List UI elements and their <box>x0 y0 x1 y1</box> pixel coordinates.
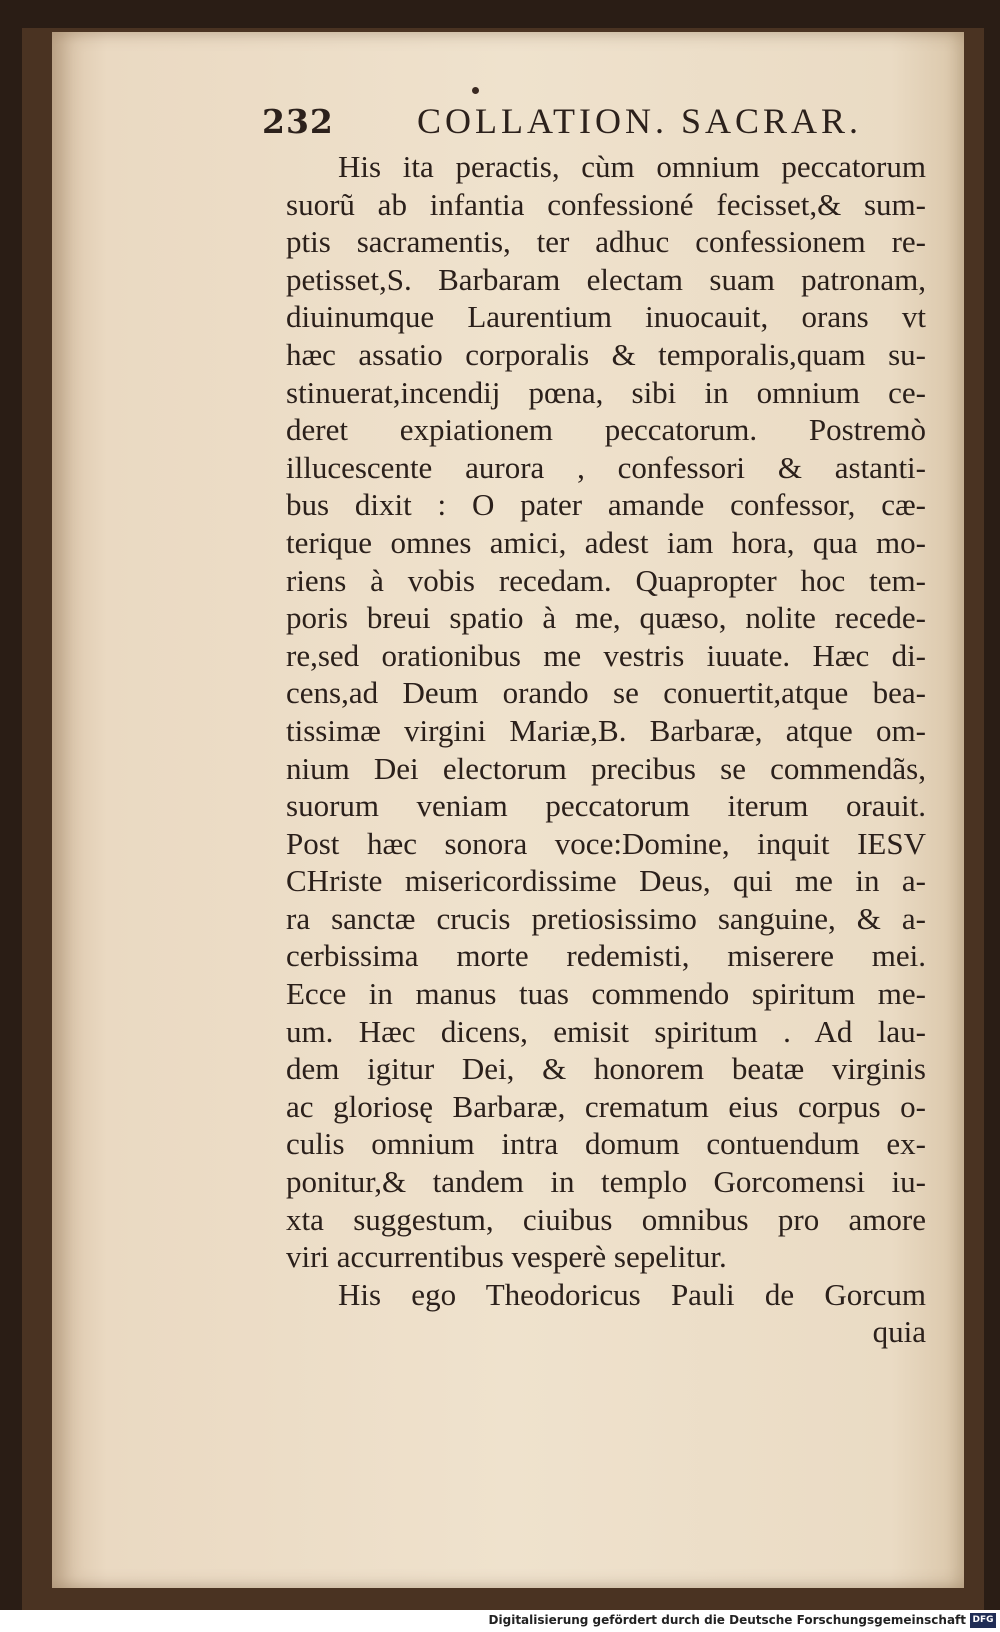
text-line: nium Dei electorum precibus se commendãs, <box>286 750 926 786</box>
running-head <box>262 90 942 150</box>
text-line: illucescente aurora , confessori & astanti- <box>286 449 926 485</box>
text-line: His ita peractis, cùm omnium peccatorum <box>338 149 926 184</box>
text-line: CHriste misericordissime Deus, qui me in a- <box>286 863 926 899</box>
text-line: viri accurrentibus vesperè sepelitur. <box>286 1239 727 1275</box>
body-text <box>286 148 926 1351</box>
text-line: um. Hæc dicens, emisit spiritum . Ad lau- <box>286 1013 926 1049</box>
text-line: bus dixit : O pater amande confessor, cæ- <box>286 487 926 523</box>
text-line: poris breui spatio à me, quæso, nolite recede- <box>286 600 926 636</box>
text-line: ac gloriosę Barbaræ, crematum eius corpus o- <box>286 1088 926 1124</box>
credit-bar <box>0 1610 1000 1632</box>
text-line: cerbissima morte redemisti, miserere mei. <box>286 938 926 974</box>
text-line: ra sanctæ crucis pretiosissimo sanguine, & a- <box>286 900 926 936</box>
text-line: tissimæ virgini Mariæ,B. Barbaræ, atque om- <box>286 712 926 748</box>
text-line: riens à vobis recedam. Quapropter hoc tem- <box>286 562 926 598</box>
text-line: re,sed orationibus me vestris iuuate. Hæc di- <box>286 637 926 673</box>
text-line: hæc assatio corporalis & temporalis,quam su- <box>286 336 926 372</box>
text-line: ponitur,& tandem in templo Gorcomensi iu- <box>286 1164 926 1200</box>
text-line: stinuerat,incendij pœna, sibi in omnium ce- <box>286 374 926 410</box>
funding-credit: Digitalisierung gefördert durch die Deutsche Forschungsgemeinschaft <box>488 1613 966 1627</box>
page-number: 232 <box>262 102 334 141</box>
text-line: ptis sacramentis, ter adhuc confessionem re- <box>286 224 926 260</box>
text-line: deret expiationem peccatorum. Postremò <box>286 412 926 448</box>
text-line: xta suggestum, ciuibus omnibus pro amore <box>286 1201 926 1237</box>
text-line: Post hæc sonora voce:Domine, inquit IESV <box>286 825 926 861</box>
running-title: COLLATION. SACRAR. <box>417 101 863 141</box>
text-line: suorum veniam peccatorum iterum orauit. <box>286 788 926 824</box>
text-line: suorũ ab infantia confessioné fecisset,& sum- <box>286 186 926 222</box>
text-line: terique omnes amici, adest iam hora, qua mo- <box>286 524 926 560</box>
text-line: culis omnium intra domum contuendum ex- <box>286 1126 926 1162</box>
text-line: dem igitur Dei, & honorem beatæ virginis <box>286 1051 926 1087</box>
dfg-logo-icon: DFG <box>970 1613 996 1628</box>
text-line: His ego Theodoricus Pauli de Gorcum <box>338 1276 926 1312</box>
text-line: diuinumque Laurentium inuocauit, orans vt <box>286 299 926 335</box>
text-line: cens,ad Deum orando se conuertit,atque bea- <box>286 675 926 711</box>
catchword: quia <box>872 1314 926 1350</box>
text-line: petisset,S. Barbaram electam suam patronam, <box>286 261 926 297</box>
text-line: Ecce in manus tuas commendo spiritum me- <box>286 976 926 1012</box>
